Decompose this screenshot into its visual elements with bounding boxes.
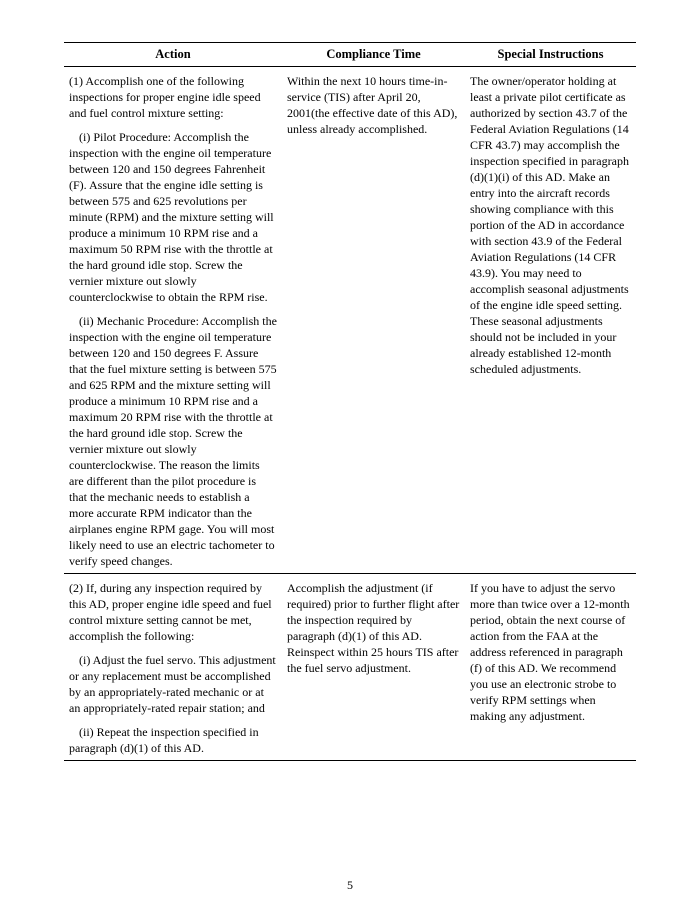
compliance-time-cell [282, 67, 465, 574]
table-row [64, 67, 636, 574]
action-paragraph: (i) Adjust the fuel servo. This adjustment or any replacement must be accomplished by an appropriately-rated mechanic or at an appropriately-rated repair station; and [69, 653, 276, 715]
action-paragraph: (1) Accomplish one of the following inspections for proper engine idle speed and fuel control mixture setting: [69, 74, 261, 120]
special-instructions-text: If you have to adjust the servo more than twice over a 12-month period, obtain the next course of action from the FAA at the address referenced in paragraph (f) of this AD. We recommend you use an electronic strobe to verify RPM settings when making any adjustment. [470, 581, 630, 723]
header-special-instructions: Special Instructions [465, 43, 636, 67]
action-paragraph: (ii) Repeat the inspection specified in paragraph (d)(1) of this AD. [69, 725, 259, 755]
header-compliance-time: Compliance Time [282, 43, 465, 67]
compliance-text: Accomplish the adjustment (if required) prior to further flight after the inspection required by paragraph (d)(1) of this AD. Reinspect within 25 hours TIS after the fuel servo adjustment. [287, 581, 460, 675]
action-cell [64, 67, 282, 574]
action-cell [64, 574, 282, 761]
compliance-time-cell [282, 574, 465, 761]
table-header-row [64, 43, 636, 67]
table-row [64, 574, 636, 761]
special-instructions-cell [465, 574, 636, 761]
action-paragraph: (ii) Mechanic Procedure: Accomplish the inspection with the engine oil temperature between 120 and 150 degrees F. Assure that the fuel mixture setting is between 575 and 625 RPM and the mixture setting will produce a minimum 10 RPM rise and a maximum 20 RPM rise with the throttle at the hard ground idle stop. Screw the vernier mixture out slowly counterclockwise. The reason the limits are different than the pilot procedure is that the mechanic needs to establish a more accurate RPM indicator than the airplanes engine RPM gage. You will most likely need to use an electric tachometer to verify speed changes. [69, 314, 277, 568]
action-paragraph: (i) Pilot Procedure: Accomplish the inspection with the engine oil temperature between 120 and 150 degrees Fahrenheit (F). Assure that the engine idle setting is between 575 and 625 revolutions per minute (RPM) and the mixture setting will produce a minimum 10 RPM rise and a maximum 50 RPM rise with the throttle at the hard ground idle stop. Screw the vernier mixture out slowly counterclockwise to obtain the RPM rise. [69, 130, 274, 304]
special-instructions-cell [465, 67, 636, 574]
page-number: 5 [347, 878, 353, 892]
compliance-text: Within the next 10 hours time-in-service (TIS) after April 20, 2001(the effective date of this AD), unless already accomplished. [287, 74, 458, 136]
special-instructions-text: The owner/operator holding at least a private pilot certificate as authorized by section 43.7 of the Federal Aviation Regulations (14 CFR 43.7) may accomplish the inspection specified in paragraph (d)(1)(i) of this AD. Make an entry into the aircraft records showing compliance with this portion of the AD in accordance with section 43.9 of the Federal Aviation Regulations (14 CFR 43.9). You may need to accomplish seasonal adjustments of the engine idle speed setting. These seasonal adjustments should not be included in your already established 12-month scheduled adjustments. [470, 74, 629, 376]
action-paragraph: (2) If, during any inspection required by this AD, proper engine idle speed and fuel control mixture setting cannot be met, accomplish the following: [69, 581, 272, 643]
header-action: Action [64, 43, 282, 67]
compliance-table [64, 42, 636, 761]
